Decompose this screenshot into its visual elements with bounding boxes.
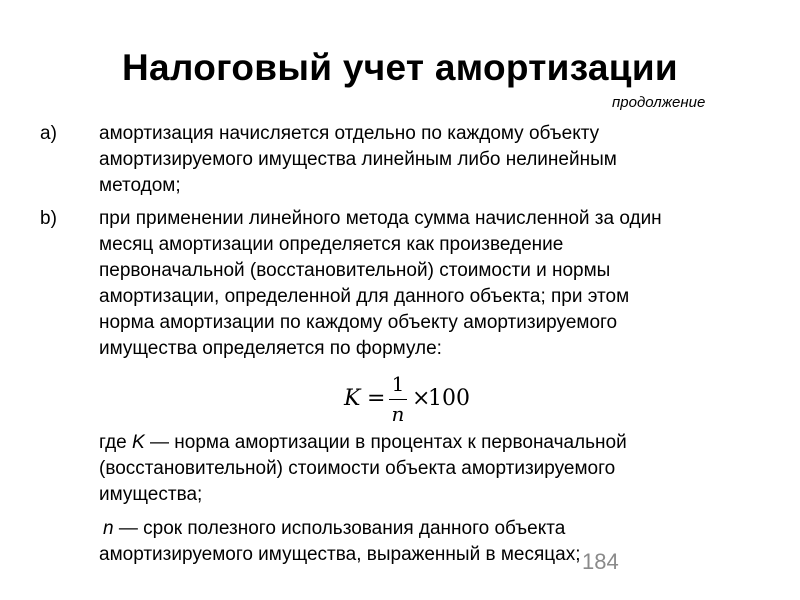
text-line: имущества;	[99, 484, 203, 505]
formula-operator: ×	[412, 386, 431, 411]
note-n	[99, 516, 789, 568]
note-text: — норма амортизации в процентах к первоначальной	[144, 432, 627, 453]
note-k	[99, 430, 789, 508]
fraction-bar	[389, 399, 407, 400]
text-line: методом;	[99, 175, 181, 196]
note-prefix: где	[99, 432, 133, 453]
slide-title: Налоговый учет амортизации	[122, 47, 678, 88]
text-line: амортизации, определенной для данного объекта; при этом	[99, 286, 630, 307]
text-line: (восстановительной) стоимости объекта амортизируемого	[99, 458, 616, 479]
slide-subtitle: продолжение	[612, 94, 706, 111]
text-line: при применении линейного метода сумма начисленной за один	[99, 208, 662, 229]
text-line: амортизация начисляется отдельно по каждому объекту	[99, 123, 600, 144]
formula-lhs: K	[344, 386, 361, 411]
formula-equals: =	[367, 386, 386, 411]
text-line	[99, 516, 789, 542]
list-marker: a)	[40, 123, 57, 144]
note-symbol: K	[132, 432, 145, 453]
formula-factor: 100	[428, 386, 470, 411]
text-line	[99, 430, 789, 456]
list-marker: b)	[40, 208, 57, 229]
list-item-text	[99, 206, 789, 362]
note-text: — срок полезного использования данного объекта	[113, 518, 566, 539]
text-line: норма амортизации по каждому объекту амортизируемого	[99, 312, 618, 333]
formula-denominator: n	[391, 402, 405, 426]
text-line: амортизируемого имущества линейным либо нелинейным	[99, 149, 617, 170]
note-symbol: n	[103, 518, 114, 539]
text-line: месяц амортизации определяется как произведение	[99, 234, 564, 255]
text-line: первоначальной (восстановительной) стоимости и нормы	[99, 260, 611, 281]
text-line: имущества определяется по формуле:	[99, 338, 442, 359]
list-item-text	[99, 121, 789, 199]
depreciation-formula	[342, 372, 482, 430]
page-number: 184	[582, 549, 619, 574]
formula-numerator: 1	[391, 372, 405, 396]
text-line: амортизируемого имущества, выраженный в месяцах;	[99, 544, 581, 565]
